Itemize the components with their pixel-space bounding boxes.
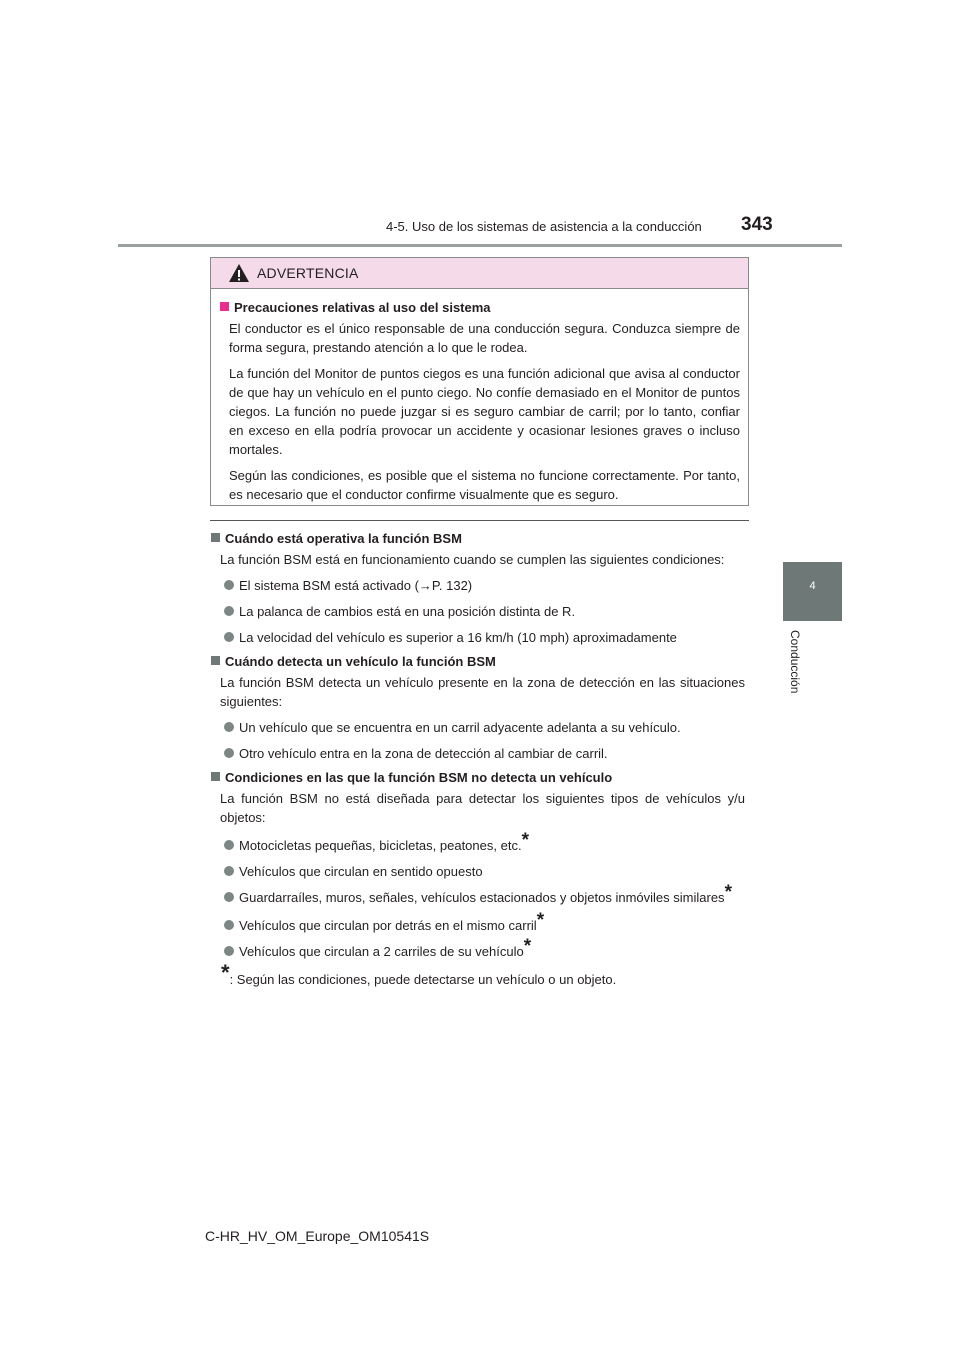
bullet-dot-icon <box>224 722 234 732</box>
list-item <box>210 718 745 737</box>
square-bullet-icon <box>211 656 220 665</box>
bullet-dot-icon <box>224 632 234 642</box>
list-item-text: La velocidad del vehículo es superior a 16 km/h (10 mph) aproximadamente <box>239 630 677 645</box>
section-heading-text: Condiciones en las que la función BSM no detecta un vehículo <box>225 770 613 785</box>
bullet-dot-icon <box>224 580 234 590</box>
footnote-star: * <box>536 910 545 931</box>
warning-paragraph: El conductor es el único responsable de una conducción segura. Conduzca siempre de forma segura, prestando atención a lo que le rodea. <box>229 321 740 355</box>
list-item <box>210 862 745 881</box>
footnote-star: * <box>521 830 529 851</box>
list-item-text: El sistema BSM está activado (→P. 132) <box>239 578 473 593</box>
section-heading <box>210 652 745 671</box>
header-divider <box>118 244 842 247</box>
chapter-tab <box>783 562 842 621</box>
bullet-dot-icon <box>224 840 234 850</box>
bullet-dot-icon <box>224 920 234 930</box>
section-heading-text: Cuándo detecta un vehículo la función BSM <box>225 654 496 669</box>
list-item <box>210 882 745 907</box>
warning-body <box>219 298 740 504</box>
bullet-dot-icon <box>224 892 234 902</box>
section-intro: La función BSM detecta un vehículo presente en la zona de detección en las situaciones siguientes: <box>220 675 745 709</box>
list-item <box>210 628 745 647</box>
chapter-label-container <box>788 630 808 720</box>
footnote-star: * <box>724 882 732 903</box>
list-item-text: Un vehículo que se encuentra en un carril adyacente adelanta a su vehículo. <box>239 720 681 735</box>
list-item <box>210 936 745 961</box>
list-item <box>210 910 745 935</box>
list-item <box>210 576 745 595</box>
chapter-number: 4 <box>809 580 816 592</box>
list-item-text: Guardarraíles, muros, señales, vehículos estacionados y objetos inmóviles similares <box>239 890 725 905</box>
warning-triangle-icon <box>228 263 250 283</box>
warning-box <box>210 257 749 506</box>
page-number: 343 <box>741 214 773 235</box>
warning-title: ADVERTENCIA <box>257 265 359 281</box>
section-intro: La función BSM está en funcionamiento cuando se cumplen las siguientes condiciones: <box>220 552 725 567</box>
bullet-dot-icon <box>224 866 234 876</box>
section-intro: La función BSM no está diseñada para detectar los siguientes tipos de vehículos y/u objetos: <box>220 791 745 825</box>
section-title: 4-5. Uso de los sistemas de asistencia a la conducción <box>386 219 702 234</box>
footnote-star: * <box>523 936 532 957</box>
warning-heading <box>219 298 740 317</box>
warning-heading-text: Precauciones relativas al uso del sistema <box>234 300 491 315</box>
section-heading <box>210 529 745 548</box>
section-divider <box>210 520 749 521</box>
footnote <box>210 960 745 989</box>
list-item-text: Vehículos que circulan a 2 carriles de su vehículo <box>239 944 524 959</box>
main-content <box>210 529 745 989</box>
footnote-star: * <box>221 960 230 985</box>
bullet-dot-icon <box>224 748 234 758</box>
list-item-text: La palanca de cambios está en una posición distinta de R. <box>239 604 576 619</box>
bullet-dot-icon <box>224 606 234 616</box>
document-code: C-HR_HV_OM_Europe_OM10541S <box>205 1228 430 1244</box>
bullet-dot-icon <box>224 946 234 956</box>
list-item <box>210 830 745 855</box>
list-item-text: Motocicletas pequeñas, bicicletas, peatones, etc. <box>239 838 522 853</box>
list-item-text: Vehículos que circulan por detrás en el mismo carril <box>239 918 537 933</box>
list-item-text: Vehículos que circulan en sentido opuesto <box>239 864 483 879</box>
warning-paragraph: La función del Monitor de puntos ciegos es una función adicional que avisa al conductor de que hay un vehículo en el punto ciego. No confíe demasiado en el Monitor de puntos ciegos. La función no puede juzgar si es seguro cambiar de carril; por lo tanto, confiar en exceso en ella podría provocar un accidente y ocasionar lesiones graves o incluso mortales. <box>229 366 740 457</box>
footnote-text: : Según las condiciones, puede detectarse un vehículo o un objeto. <box>229 972 617 987</box>
warning-paragraph: Según las condiciones, es posible que el sistema no funcione correctamente. Por tanto, es necesario que el conductor confirme visualmente que es seguro. <box>229 468 740 502</box>
section-heading-text: Cuándo está operativa la función BSM <box>225 531 462 546</box>
square-bullet-icon <box>220 302 229 311</box>
square-bullet-icon <box>211 533 220 542</box>
list-item <box>210 744 745 763</box>
list-item-text: Otro vehículo entra en la zona de detección al cambiar de carril. <box>239 746 608 761</box>
chapter-label: Conducción <box>788 630 802 694</box>
warning-header <box>211 258 748 289</box>
section-heading <box>210 768 745 787</box>
list-item <box>210 602 745 621</box>
square-bullet-icon <box>211 772 220 781</box>
